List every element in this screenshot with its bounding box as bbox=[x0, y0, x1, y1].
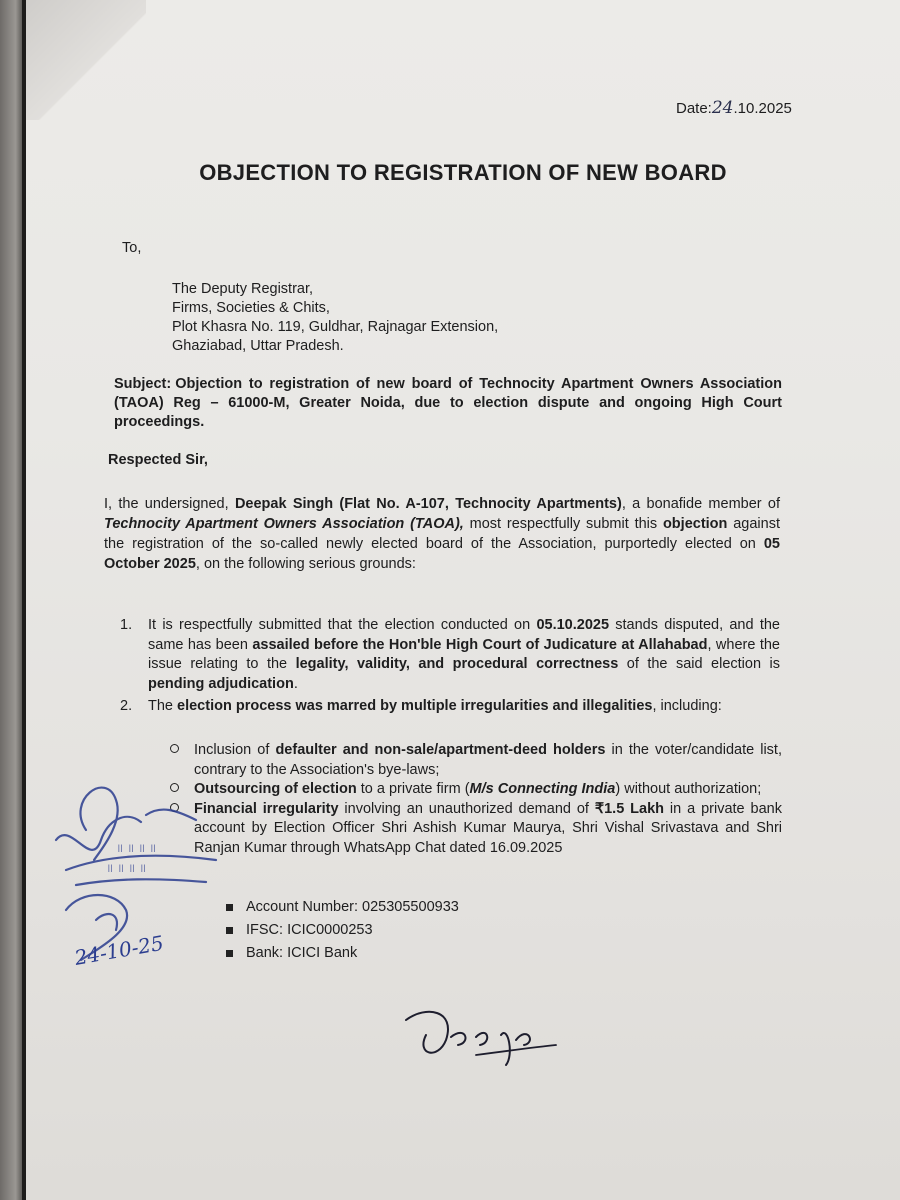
association-name: Technocity Apartment Owners Association (TAOA), bbox=[104, 516, 464, 532]
stamp-text-line: ॥ ॥ ॥ ॥ bbox=[106, 861, 147, 875]
document-page bbox=[26, 0, 900, 1200]
date-line bbox=[676, 98, 792, 118]
text-run-bold: Outsourcing of election bbox=[194, 781, 357, 797]
square-bullet-icon bbox=[226, 950, 233, 957]
signature bbox=[396, 995, 566, 1075]
text-run: to a private firm ( bbox=[356, 781, 470, 797]
election-date: 05 October 2025 bbox=[104, 536, 780, 572]
date-rest: .10.2025 bbox=[733, 100, 792, 117]
text-run-bold-italic: M/s Connecting India bbox=[469, 781, 616, 797]
item-text bbox=[148, 616, 780, 694]
bank-name: Bank: ICICI Bank bbox=[246, 945, 358, 961]
text-run: Inclusion of bbox=[194, 742, 276, 758]
item-number: 1. bbox=[120, 617, 133, 633]
text-run-bold: 05.10.2025 bbox=[536, 617, 610, 633]
account-number: Account Number: 025305500933 bbox=[246, 899, 459, 915]
text-run: It is respectfully submitted that the election conducted on bbox=[148, 617, 537, 633]
text-run: in the voter/candidate list, contrary to the Association's bye-laws; bbox=[194, 742, 782, 778]
list-item bbox=[226, 942, 459, 965]
text-run: in a private bank account by Election Officer Shri Ashish Kumar Maurya, Shri Vishal Srivastava and Shri Ranjan Kumar through WhatsApp Chat dated 16.09.2025 bbox=[194, 800, 782, 856]
text-run: involving an unauthorized demand of bbox=[338, 800, 595, 817]
intro-text: , a bonafide member of bbox=[621, 496, 780, 512]
to-line: To, bbox=[122, 240, 142, 256]
square-bullet-icon bbox=[226, 904, 233, 911]
text-run: stands disputed, and the same has been bbox=[148, 617, 780, 653]
text-run-bold: Financial irregularity bbox=[194, 800, 339, 817]
text-run-bold: legality, validity, and procedural correctness bbox=[295, 656, 619, 672]
list-item bbox=[226, 896, 459, 919]
address-line: Plot Khasra No. 119, Guldhar, Rajnagar Extension, bbox=[172, 319, 499, 335]
address-line: Ghaziabad, Uttar Pradesh. bbox=[172, 338, 344, 354]
stamp-date: 24-10-25 bbox=[72, 930, 166, 970]
date-label: Date: bbox=[676, 100, 712, 117]
text-run: , where the issue relating to the bbox=[148, 636, 780, 672]
text-run-bold: ₹1.5 Lakh bbox=[594, 800, 665, 817]
intro-text: most respectfully submit this bbox=[463, 516, 663, 532]
address-line: The Deputy Registrar, bbox=[172, 281, 314, 297]
text-run: The bbox=[148, 698, 178, 714]
salutation: Respected Sir, bbox=[108, 452, 208, 468]
folded-corner bbox=[26, 0, 146, 120]
applicant-name: Deepak Singh (Flat No. A-107, Technocity Apartments) bbox=[234, 496, 622, 512]
text-run: of the said election is bbox=[618, 656, 780, 672]
item-text bbox=[148, 697, 780, 717]
received-stamp bbox=[46, 760, 226, 990]
text-run: . bbox=[293, 675, 298, 692]
document-title: OBJECTION TO REGISTRATION OF NEW BOARD bbox=[199, 160, 727, 185]
item-number: 2. bbox=[120, 698, 133, 714]
text-run: , including: bbox=[652, 698, 722, 714]
recipient-address bbox=[172, 280, 498, 356]
stamp-text-line: ॥ ॥ ॥ ॥ bbox=[116, 841, 157, 855]
subject-block bbox=[114, 375, 782, 432]
list-item bbox=[166, 780, 782, 800]
text-run-bold: assailed before the Hon'ble High Court of Judicature at Allahabad bbox=[252, 636, 708, 653]
bank-details-list bbox=[226, 896, 459, 965]
intro-text: , on the following serious grounds: bbox=[195, 556, 416, 572]
text-run: ) without authorization; bbox=[615, 781, 762, 797]
text-run-bold: election process was marred by multiple irregularities and illegalities bbox=[177, 698, 653, 714]
circle-bullet-icon bbox=[170, 744, 179, 753]
date-handwritten-day: 24 bbox=[711, 98, 734, 118]
text-run-bold: pending adjudication bbox=[148, 675, 294, 692]
subject-text: Objection to registration of new board of Technocity Apartment Owners Association (TAOA) Reg – 61000-M, Greater Noida, due to election dispute and ongoing High Court proceedings. bbox=[114, 376, 782, 430]
text-run-bold: defaulter and non-sale/apartment-deed holders bbox=[275, 742, 606, 758]
irregularities-list bbox=[166, 741, 782, 858]
subject-label: Subject: bbox=[114, 376, 172, 392]
list-item bbox=[226, 919, 459, 942]
list-item bbox=[166, 800, 782, 859]
intro-text: I, the undersigned, bbox=[104, 496, 235, 512]
intro-text: against the registration of the so-called newly elected board of the Association, purportedly elected on bbox=[104, 516, 780, 552]
address-line: Firms, Societies & Chits, bbox=[172, 300, 330, 316]
intro-paragraph bbox=[104, 494, 780, 574]
ifsc-code: IFSC: ICIC0000253 bbox=[246, 922, 373, 938]
list-item bbox=[166, 741, 782, 780]
objection-word: objection bbox=[662, 516, 728, 532]
signature-text: Deepak bbox=[396, 995, 400, 996]
square-bullet-icon bbox=[226, 927, 233, 934]
